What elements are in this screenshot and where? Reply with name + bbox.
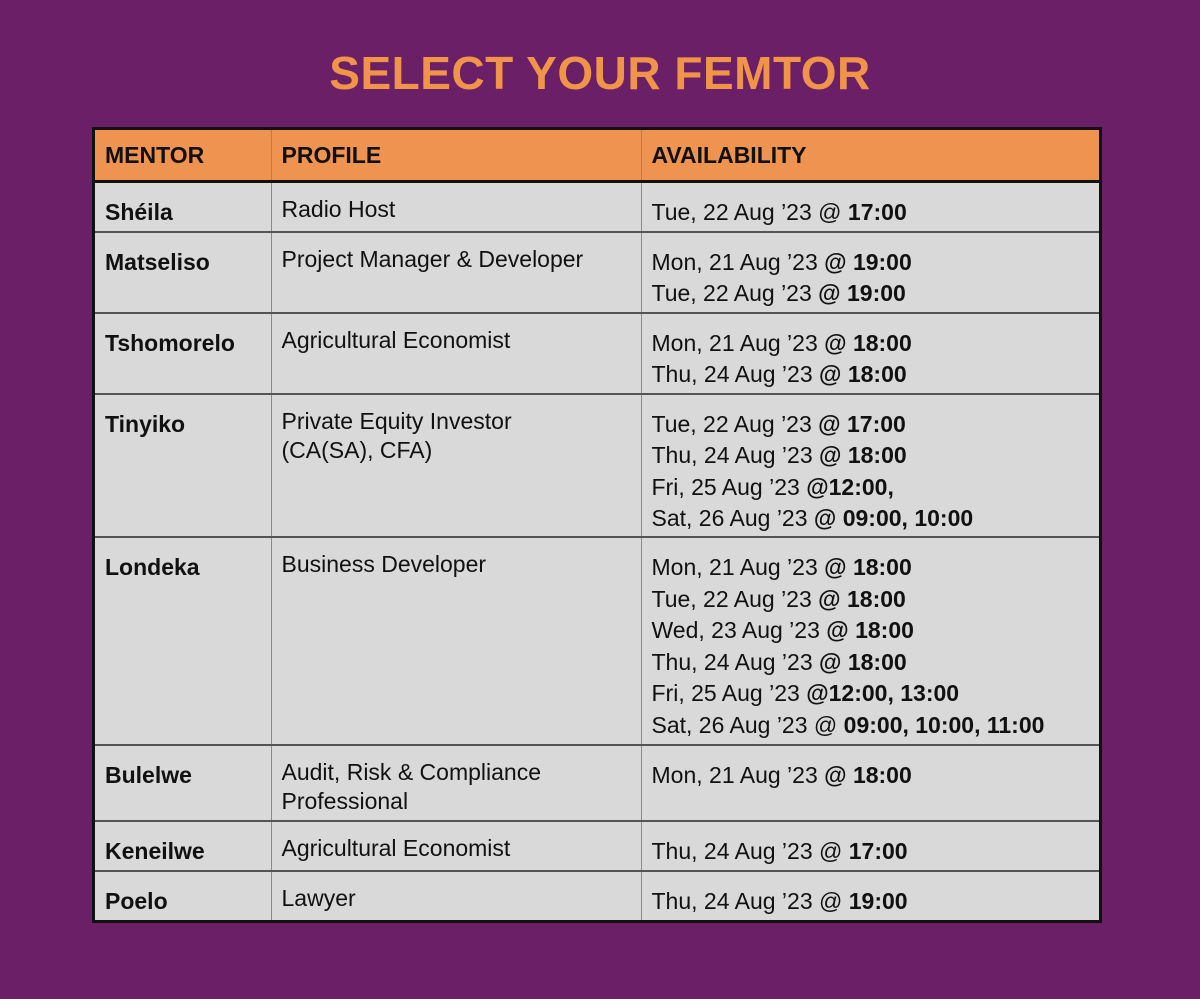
slot-time: @ 17:00	[818, 410, 906, 437]
slot-time: @ 19:00	[824, 248, 912, 275]
table-header	[95, 130, 1099, 182]
slot-date: Fri, 25 Aug ’23	[651, 680, 807, 707]
slot-time: 17:00	[847, 199, 907, 225]
table-row	[95, 394, 1099, 537]
table-row	[95, 232, 1099, 313]
mentor-name: Poelo	[95, 871, 271, 920]
table-body	[95, 182, 1099, 921]
slot-date: Mon, 21 Aug ’23	[651, 329, 825, 356]
availability-slot	[652, 836, 1090, 868]
table-row	[95, 871, 1099, 920]
mentor-name: Bulelwe	[95, 745, 271, 821]
slot-date: Tue, 22 Aug ’23	[651, 280, 819, 307]
slot-time: @ 19:00	[818, 280, 906, 307]
table-row	[95, 537, 1099, 744]
availability-slot	[652, 359, 1090, 391]
availability-slot	[652, 678, 1090, 710]
slot-time: @ 09:00, 10:00	[813, 505, 974, 532]
slot-date: Thu, 24 Aug ’23	[651, 648, 820, 675]
slot-time: @ 18:00	[824, 329, 912, 356]
availability-slot	[652, 615, 1090, 647]
availability-slot	[652, 584, 1090, 616]
slot-date: Sat, 26 Aug ’23 @	[651, 711, 844, 738]
table-row	[95, 313, 1099, 394]
availability-cell	[641, 871, 1099, 920]
mentor-profile	[271, 232, 641, 313]
slot-time: @ 18:00	[819, 442, 907, 469]
mentor-name: Matseliso	[95, 232, 271, 313]
availability-cell	[641, 232, 1099, 313]
mentor-profile	[271, 537, 641, 744]
availability-slot	[652, 760, 1090, 792]
availability-cell	[641, 537, 1099, 744]
availability-slot	[652, 440, 1090, 472]
mentor-profile	[271, 871, 641, 920]
slot-date: Mon, 21 Aug ’23	[651, 248, 825, 275]
availability-cell	[641, 394, 1099, 537]
schedule-table	[95, 130, 1099, 920]
slot-date: Tue, 22 Aug ’23	[651, 585, 819, 612]
table-row	[95, 821, 1099, 871]
availability-slot	[652, 710, 1090, 742]
availability-cell	[641, 745, 1099, 821]
profile-line: Project Manager & Developer	[281, 245, 584, 272]
slot-time: @12:00, 13:00	[806, 680, 960, 707]
slot-time: @ 18:00	[819, 648, 907, 675]
slot-time: @12:00,	[806, 473, 894, 500]
mentor-column-header: MENTOR	[95, 130, 271, 182]
availability-slot	[652, 886, 1090, 918]
availability-cell	[641, 182, 1099, 232]
profile-line: Business Developer	[281, 551, 487, 578]
slot-date: Thu, 24 Aug ’23 @	[651, 837, 849, 864]
slot-date: Tue, 22 Aug ’23 @	[651, 199, 848, 225]
availability-slot	[652, 503, 1090, 535]
profile-line: Radio Host	[281, 196, 396, 222]
table-row	[95, 745, 1099, 821]
slot-date: Thu, 24 Aug ’23	[651, 442, 820, 469]
profile-line: Agricultural Economist	[281, 326, 511, 353]
slot-time: 19:00	[848, 887, 908, 914]
availability-slot	[652, 197, 1090, 229]
slot-time: @ 18:00	[818, 585, 906, 612]
slot-time: 09:00, 10:00, 11:00	[843, 711, 1045, 738]
slot-date: Fri, 25 Aug ’23	[651, 473, 807, 500]
availability-slot	[652, 247, 1090, 279]
header-row	[95, 130, 1099, 182]
slot-date: Thu, 24 Aug ’23 @	[651, 887, 849, 914]
mentor-name: Tinyiko	[95, 394, 271, 537]
availability-column-header: AVAILABILITY	[641, 130, 1099, 182]
slot-date: Wed, 23 Aug ’23	[651, 617, 827, 644]
mentor-name: Keneilwe	[95, 821, 271, 871]
mentor-profile	[271, 182, 641, 232]
slot-date: Tue, 22 Aug ’23	[651, 410, 819, 437]
slot-date: Sat, 26 Aug ’23	[651, 505, 814, 532]
mentor-profile	[271, 821, 641, 871]
availability-slot	[652, 328, 1090, 360]
availability-slot	[652, 647, 1090, 679]
mentor-profile	[271, 394, 641, 537]
slot-date: Mon, 21 Aug ’23	[651, 761, 825, 788]
availability-slot	[652, 472, 1090, 504]
availability-cell	[641, 313, 1099, 394]
page-title: SELECT YOUR FEMTOR	[329, 47, 871, 99]
profile-line: Lawyer	[281, 884, 356, 911]
mentor-name: Tshomorelo	[95, 313, 271, 394]
slot-date: Mon, 21 Aug ’23	[651, 554, 825, 581]
profile-line: (CA(SA), CFA)	[281, 436, 433, 463]
mentor-table	[92, 127, 1102, 923]
profile-line: Agricultural Economist	[281, 834, 511, 861]
profile-line: Audit, Risk & Compliance	[281, 758, 541, 785]
table-row	[95, 182, 1099, 232]
slot-time: 17:00	[848, 837, 908, 864]
availability-slot	[652, 409, 1090, 441]
availability-cell	[641, 821, 1099, 871]
mentor-profile	[271, 313, 641, 394]
availability-slot	[652, 552, 1090, 584]
profile-column-header: PROFILE	[271, 130, 641, 182]
slot-time: @ 18:00	[826, 617, 914, 644]
mentor-name: Londeka	[95, 537, 271, 744]
availability-slot	[652, 278, 1090, 310]
profile-line: Professional	[281, 787, 409, 814]
slot-time: @ 18:00	[824, 761, 912, 788]
mentor-profile	[271, 745, 641, 821]
profile-line: Private Equity Investor	[281, 407, 512, 434]
mentor-name: Shéila	[95, 182, 271, 232]
slot-date: Thu, 24 Aug ’23	[651, 361, 820, 388]
slot-time: @ 18:00	[824, 554, 912, 581]
slot-time: @ 18:00	[819, 361, 907, 388]
